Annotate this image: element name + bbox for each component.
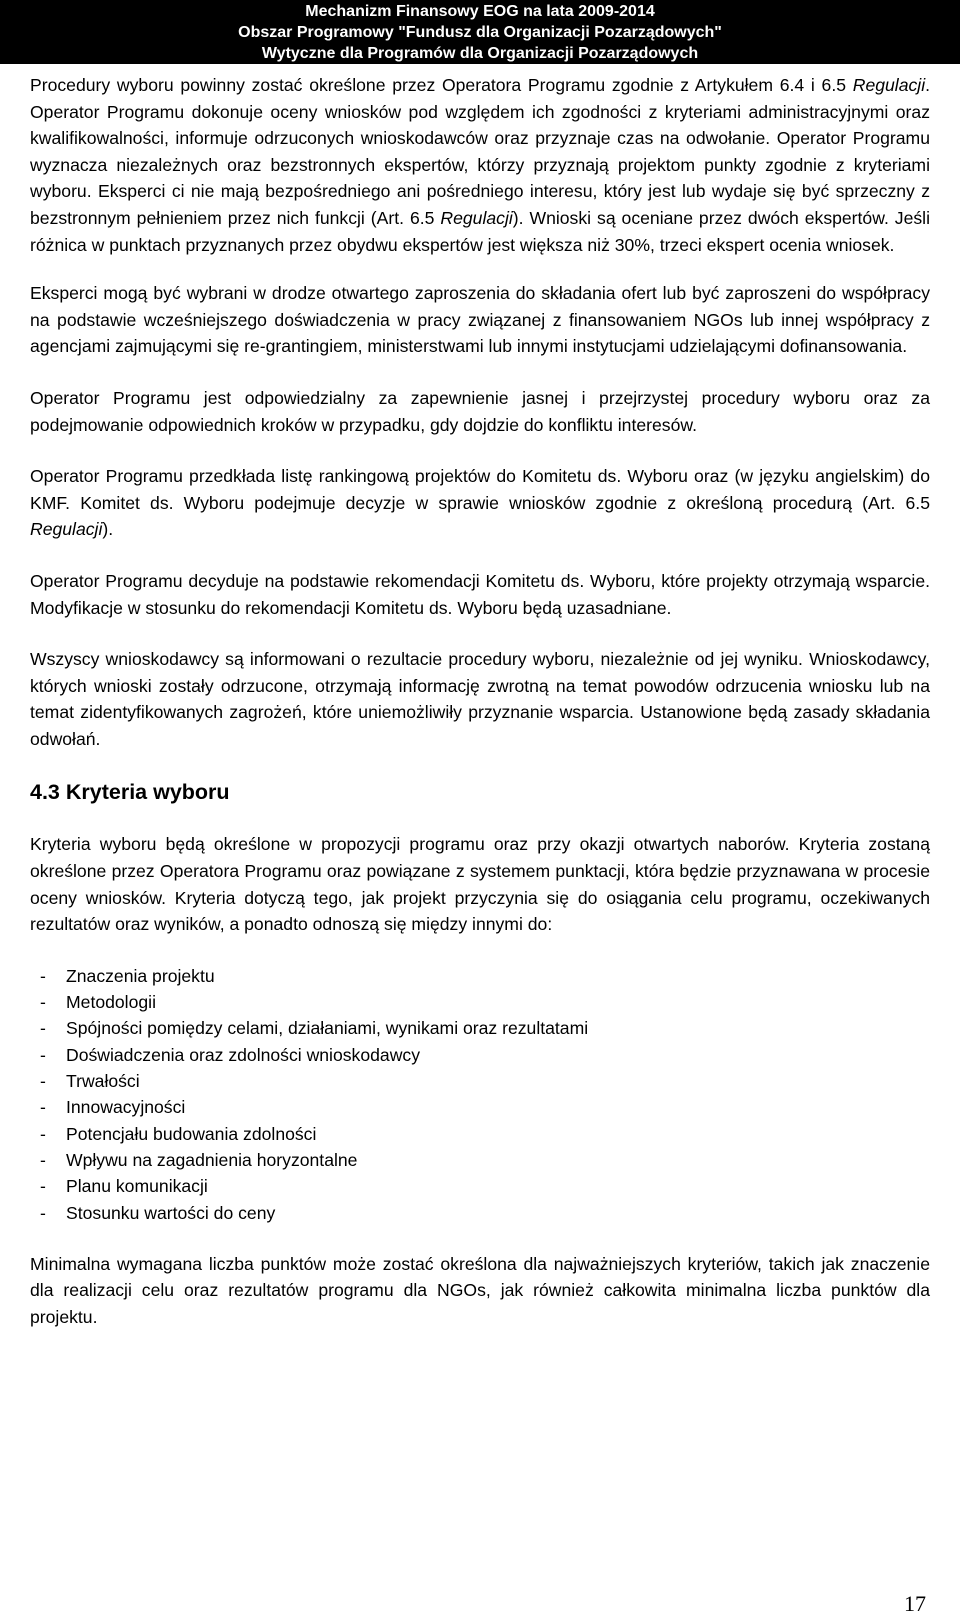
page-number: 17 (904, 1591, 926, 1616)
list-item (30, 1121, 930, 1147)
section-heading: 4.3 Kryteria wyboru (30, 780, 230, 805)
header-line-2: Obszar Programowy "Fundusz dla Organizacji Pozarządowych" (238, 24, 722, 41)
list-item (30, 1200, 930, 1226)
list-item-text: Innowacyjności (66, 1097, 186, 1118)
paragraph-ranking-list (30, 463, 930, 543)
list-item-text: Spójności pomiędzy celami, działaniami, wynikami oraz rezultatami (66, 1018, 589, 1039)
paragraph-minimum-points: Minimalna wymagana liczba punktów może zostać określona dla najważniejszych kryteriów, takich jak znaczenie dla realizacji celu oraz rezultatów programu dla NGOs, jak również całkowita minimalna liczba punktów dla projektu. (30, 1253, 930, 1327)
paragraph-conflict-of-interest: Operator Programu jest odpowiedzialny za zapewnienie jasnej i przejrzystej procedury wyboru oraz za podejmowanie odpowiednich kroków w przypadku, gdy dojdzie do konfliktu interesów. (30, 387, 930, 435)
document-body (30, 72, 930, 1356)
list-marker: - (40, 1044, 46, 1065)
list-item-text: Doświadczenia oraz zdolności wnioskodawcy (66, 1044, 420, 1065)
criteria-list (30, 963, 930, 1226)
header-line-3: Wytyczne dla Programów dla Organizacji Pozarządowych (261, 45, 699, 62)
document-header (0, 0, 960, 64)
text-run-italic: Regulacji (30, 519, 103, 540)
list-item (30, 1015, 930, 1041)
list-item-text: Znaczenia projektu (66, 965, 215, 986)
header-line-1: Mechanizm Finansowy EOG na lata 2009-2014 (305, 3, 655, 20)
list-item (30, 1068, 930, 1094)
list-marker: - (40, 1071, 46, 1092)
list-item (30, 989, 930, 1015)
text-run: . Operator Programu dokonuje oceny wniosków pod względem ich zgodności z kryteriami administracyjnymi oraz kwalifikowalności, informuje odrzuconych wnioskodawców oraz przyznaje czas na odwołanie. Operator Programu wyznacza niezależnych oraz bezstronnych ekspertów, którzy przyznają projektom punkty zgodnie z kryteriami wyboru. Eksperci ci nie mają bezpośredniego ani pośredniego interesu, który jest lub wydaje się być sprzeczny z bezstronnym pełnieniem przez nich funkcji (Art. 6.5 (30, 75, 930, 228)
list-item-text: Potencjału budowania zdolności (66, 1123, 317, 1144)
text-run: Operator Programu przedkłada listę rankingową projektów do Komitetu ds. Wyboru oraz (w języku angielskim) do KMF. Komitet ds. Wyboru podejmuje decyzje w sprawie wniosków zgodnie z określoną procedurą (Art. 6.5 (30, 466, 930, 513)
text-run: ). (102, 519, 114, 540)
text-run: ). Wnioski są oceniane przez dwóch ekspertów. Jeśli różnica w punktach przyznanych przez obydwu ekspertów jest większa niż 30%, trzeci ekspert ocenia wniosek. (30, 207, 930, 255)
list-marker: - (40, 1202, 46, 1223)
list-item-text: Stosunku wartości do ceny (66, 1202, 276, 1223)
paragraph-criteria-intro: Kryteria wyboru będą określone w propozycji programu oraz przy okazji otwartych naborów. Kryteria zostaną określone przez Operatora Programu oraz powiązane z systemem punktacji, która będzie przyznawana w procesie oceny wniosków. Kryteria dotyczą tego, jak projekt przyczynia się do osiągania celu programu, oczekiwanych rezultatów oraz wyników, a ponadto odnoszą się między innymi do: (30, 834, 930, 935)
list-item (30, 1042, 930, 1068)
list-marker: - (40, 1123, 46, 1144)
list-item (30, 1147, 930, 1173)
list-marker: - (40, 1097, 46, 1118)
list-item-text: Wpływu na zagadnienia horyzontalne (66, 1149, 358, 1170)
text-run-italic: Regulacji (440, 207, 513, 228)
list-item-text: Trwałości (66, 1071, 140, 1092)
list-marker: - (40, 965, 46, 986)
list-item (30, 963, 930, 989)
text-run: Procedury wyboru powinny zostać określone przez Operatora Programu zgodnie z Artykułem 6.4 i 6.5 (30, 75, 853, 95)
text-run-italic: Regulacji (852, 75, 926, 95)
list-marker: - (40, 1176, 46, 1197)
list-item-text: Metodologii (66, 992, 156, 1013)
paragraph-experts: Eksperci mogą być wybrani w drodze otwartego zaproszenia do składania ofert lub być zaproszeni do współpracy na podstawie wcześniejszego doświadczenia w pracy związanej z finansowaniem NGOs lub innej współpracy z agencjami zajmującymi się re-grantingiem, ministerstwami lub innymi instytucjami udzielającymi dofinansowania. (30, 283, 930, 357)
list-marker: - (40, 1018, 46, 1039)
list-item-text: Planu komunikacji (66, 1176, 208, 1197)
paragraph-program-decision: Operator Programu decyduje na podstawie rekomendacji Komitetu ds. Wyboru, które projekty otrzymają wsparcie. Modyfikacje w stosunku do rekomendacji Komitetu ds. Wyboru będą uzasadniane. (30, 570, 930, 618)
list-marker: - (40, 1149, 46, 1170)
list-marker: - (40, 992, 46, 1013)
list-item (30, 1094, 930, 1120)
paragraph-applicant-information: Wszyscy wnioskodawcy są informowani o rezultacie procedury wyboru, niezależnie od jej wyniku. Wnioskodawcy, których wnioski zostały odrzucone, otrzymają informację zwrotną na temat powodów odrzucenia wniosku lub na temat zidentyfikowanych zagrożeń, które uniemożliwiły przyznanie wsparcia. Ustanowione będą zasady składania odwołań. (30, 649, 930, 749)
list-item (30, 1173, 930, 1199)
paragraph-selection-procedures (30, 72, 930, 258)
